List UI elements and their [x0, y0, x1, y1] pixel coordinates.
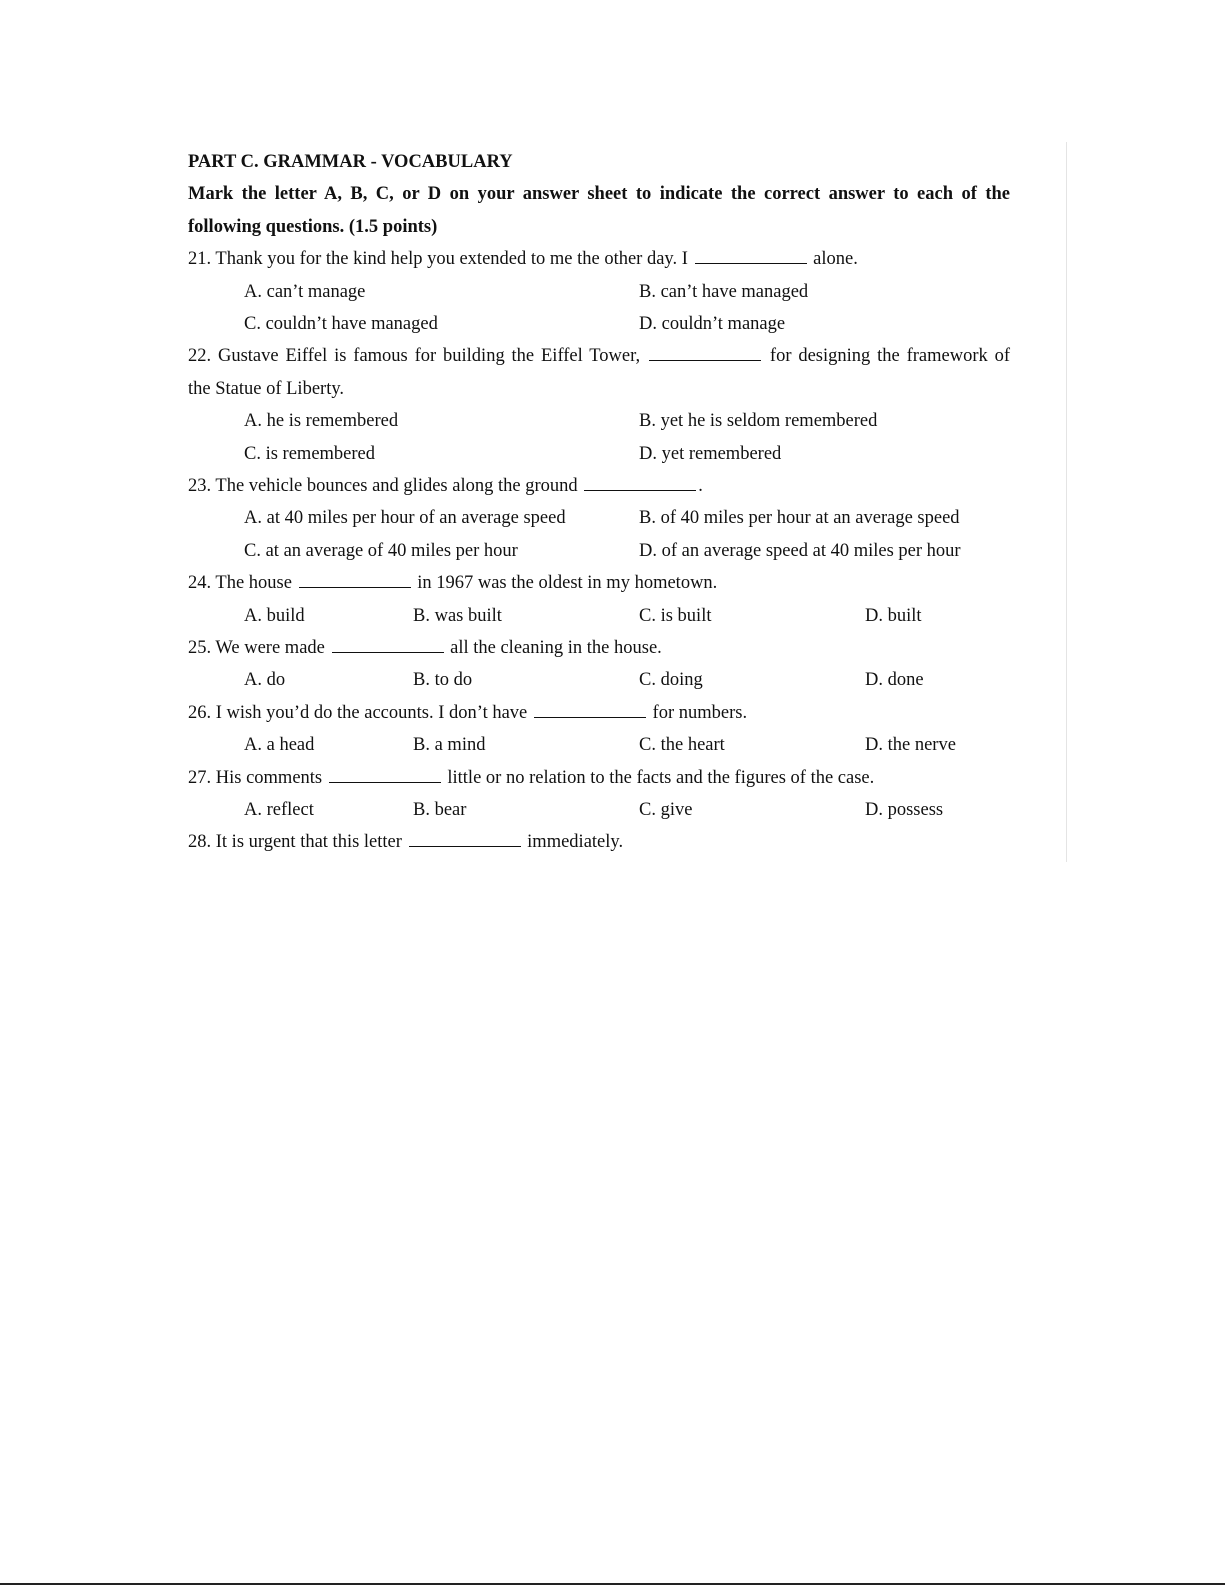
instructions-line-1: Mark the letter A, B, C, or D on your answer sheet to indicate the correct answer to each of the [188, 184, 1010, 205]
option-a: A. he is remembered [244, 411, 399, 432]
section-heading: PART C. GRAMMAR - VOCABULARY [188, 152, 513, 172]
question-stem: 27. His comments [188, 767, 323, 788]
option-b: B. yet he is seldom remembered [639, 411, 878, 432]
option-a: A. at 40 miles per hour of an average speed [244, 508, 566, 529]
question-stem-end: for numbers. [652, 702, 748, 723]
option-d: D. done [865, 670, 924, 691]
question-22 [188, 340, 1010, 372]
question-stem-end: . [698, 476, 703, 496]
option-c: C. is built [639, 605, 712, 626]
option-d: D. the nerve [865, 735, 956, 756]
option-b: B. of 40 miles per hour at an average speed [639, 508, 960, 529]
answer-blank [409, 845, 521, 847]
answer-blank [649, 359, 761, 361]
question-27 [188, 762, 1010, 794]
option-a: A. a head [244, 735, 315, 756]
question-stem-end: alone. [813, 249, 858, 270]
answer-blank [534, 716, 646, 718]
option-d: D. couldn’t manage [639, 314, 786, 335]
option-c: C. at an average of 40 miles per hour [244, 540, 518, 561]
question-24 [188, 567, 1010, 599]
question-stem: 24. The house [188, 573, 292, 594]
options-23-row-2 [188, 535, 1010, 567]
option-c: C. the heart [639, 735, 725, 756]
option-a: A. build [244, 605, 305, 626]
question-28 [188, 826, 1010, 858]
question-21 [188, 243, 1010, 275]
option-c: C. couldn’t have managed [244, 314, 438, 335]
option-b: B. to do [413, 670, 473, 691]
answer-blank [332, 651, 444, 653]
option-c: C. is remembered [244, 443, 375, 464]
answer-blank [695, 262, 807, 264]
options-27 [188, 794, 1010, 826]
option-d: D. built [865, 605, 922, 626]
option-a: A. do [244, 670, 286, 691]
answer-blank [299, 586, 411, 588]
option-b: B. bear [413, 799, 467, 820]
option-d: D. possess [865, 799, 944, 820]
question-stem: 22. Gustave Eiffel is famous for building the Eiffel Tower, [188, 346, 641, 367]
question-stem: 21. Thank you for the kind help you extended to me the other day. I [188, 249, 688, 270]
option-a: A. reflect [244, 799, 314, 820]
document-page [188, 146, 1010, 859]
question-stem: 28. It is urgent that this letter [188, 832, 402, 853]
question-23 [188, 470, 1010, 502]
question-stem: 25. We were made [188, 637, 325, 658]
answer-blank [584, 489, 696, 491]
instructions-line-2: following questions. (1.5 points) [188, 216, 438, 237]
question-stem: 23. The vehicle bounces and glides along the ground [188, 476, 578, 496]
option-c: C. give [639, 799, 693, 820]
option-c: C. doing [639, 670, 703, 691]
question-26 [188, 697, 1010, 729]
option-b: B. a mind [413, 735, 486, 756]
question-stem: 26. I wish you’d do the accounts. I don’t have [188, 702, 528, 723]
option-d: D. yet remembered [639, 443, 782, 464]
option-b: B. can’t have managed [639, 281, 809, 302]
options-21-row-2 [188, 308, 1010, 340]
options-23-row-1 [188, 502, 1010, 534]
question-stem-end: immediately. [527, 832, 624, 853]
question-25 [188, 632, 1010, 664]
options-22-row-1 [188, 405, 1010, 437]
page-margin-divider [1066, 142, 1067, 862]
options-26 [188, 729, 1010, 761]
options-25 [188, 664, 1010, 696]
question-stem-end: for designing the framework of [769, 346, 1011, 367]
options-24 [188, 600, 1010, 632]
options-22-row-2 [188, 438, 1010, 470]
option-d: D. of an average speed at 40 miles per hour [639, 540, 961, 561]
options-21-row-1 [188, 276, 1010, 308]
option-a: A. can’t manage [244, 281, 366, 302]
question-22-continued: the Statue of Liberty. [188, 378, 345, 399]
question-stem-end: in 1967 was the oldest in my hometown. [417, 573, 718, 594]
question-stem-end: all the cleaning in the house. [450, 637, 662, 658]
question-stem-end: little or no relation to the facts and the figures of the case. [447, 767, 875, 788]
option-b: B. was built [413, 605, 502, 626]
answer-blank [329, 781, 441, 783]
